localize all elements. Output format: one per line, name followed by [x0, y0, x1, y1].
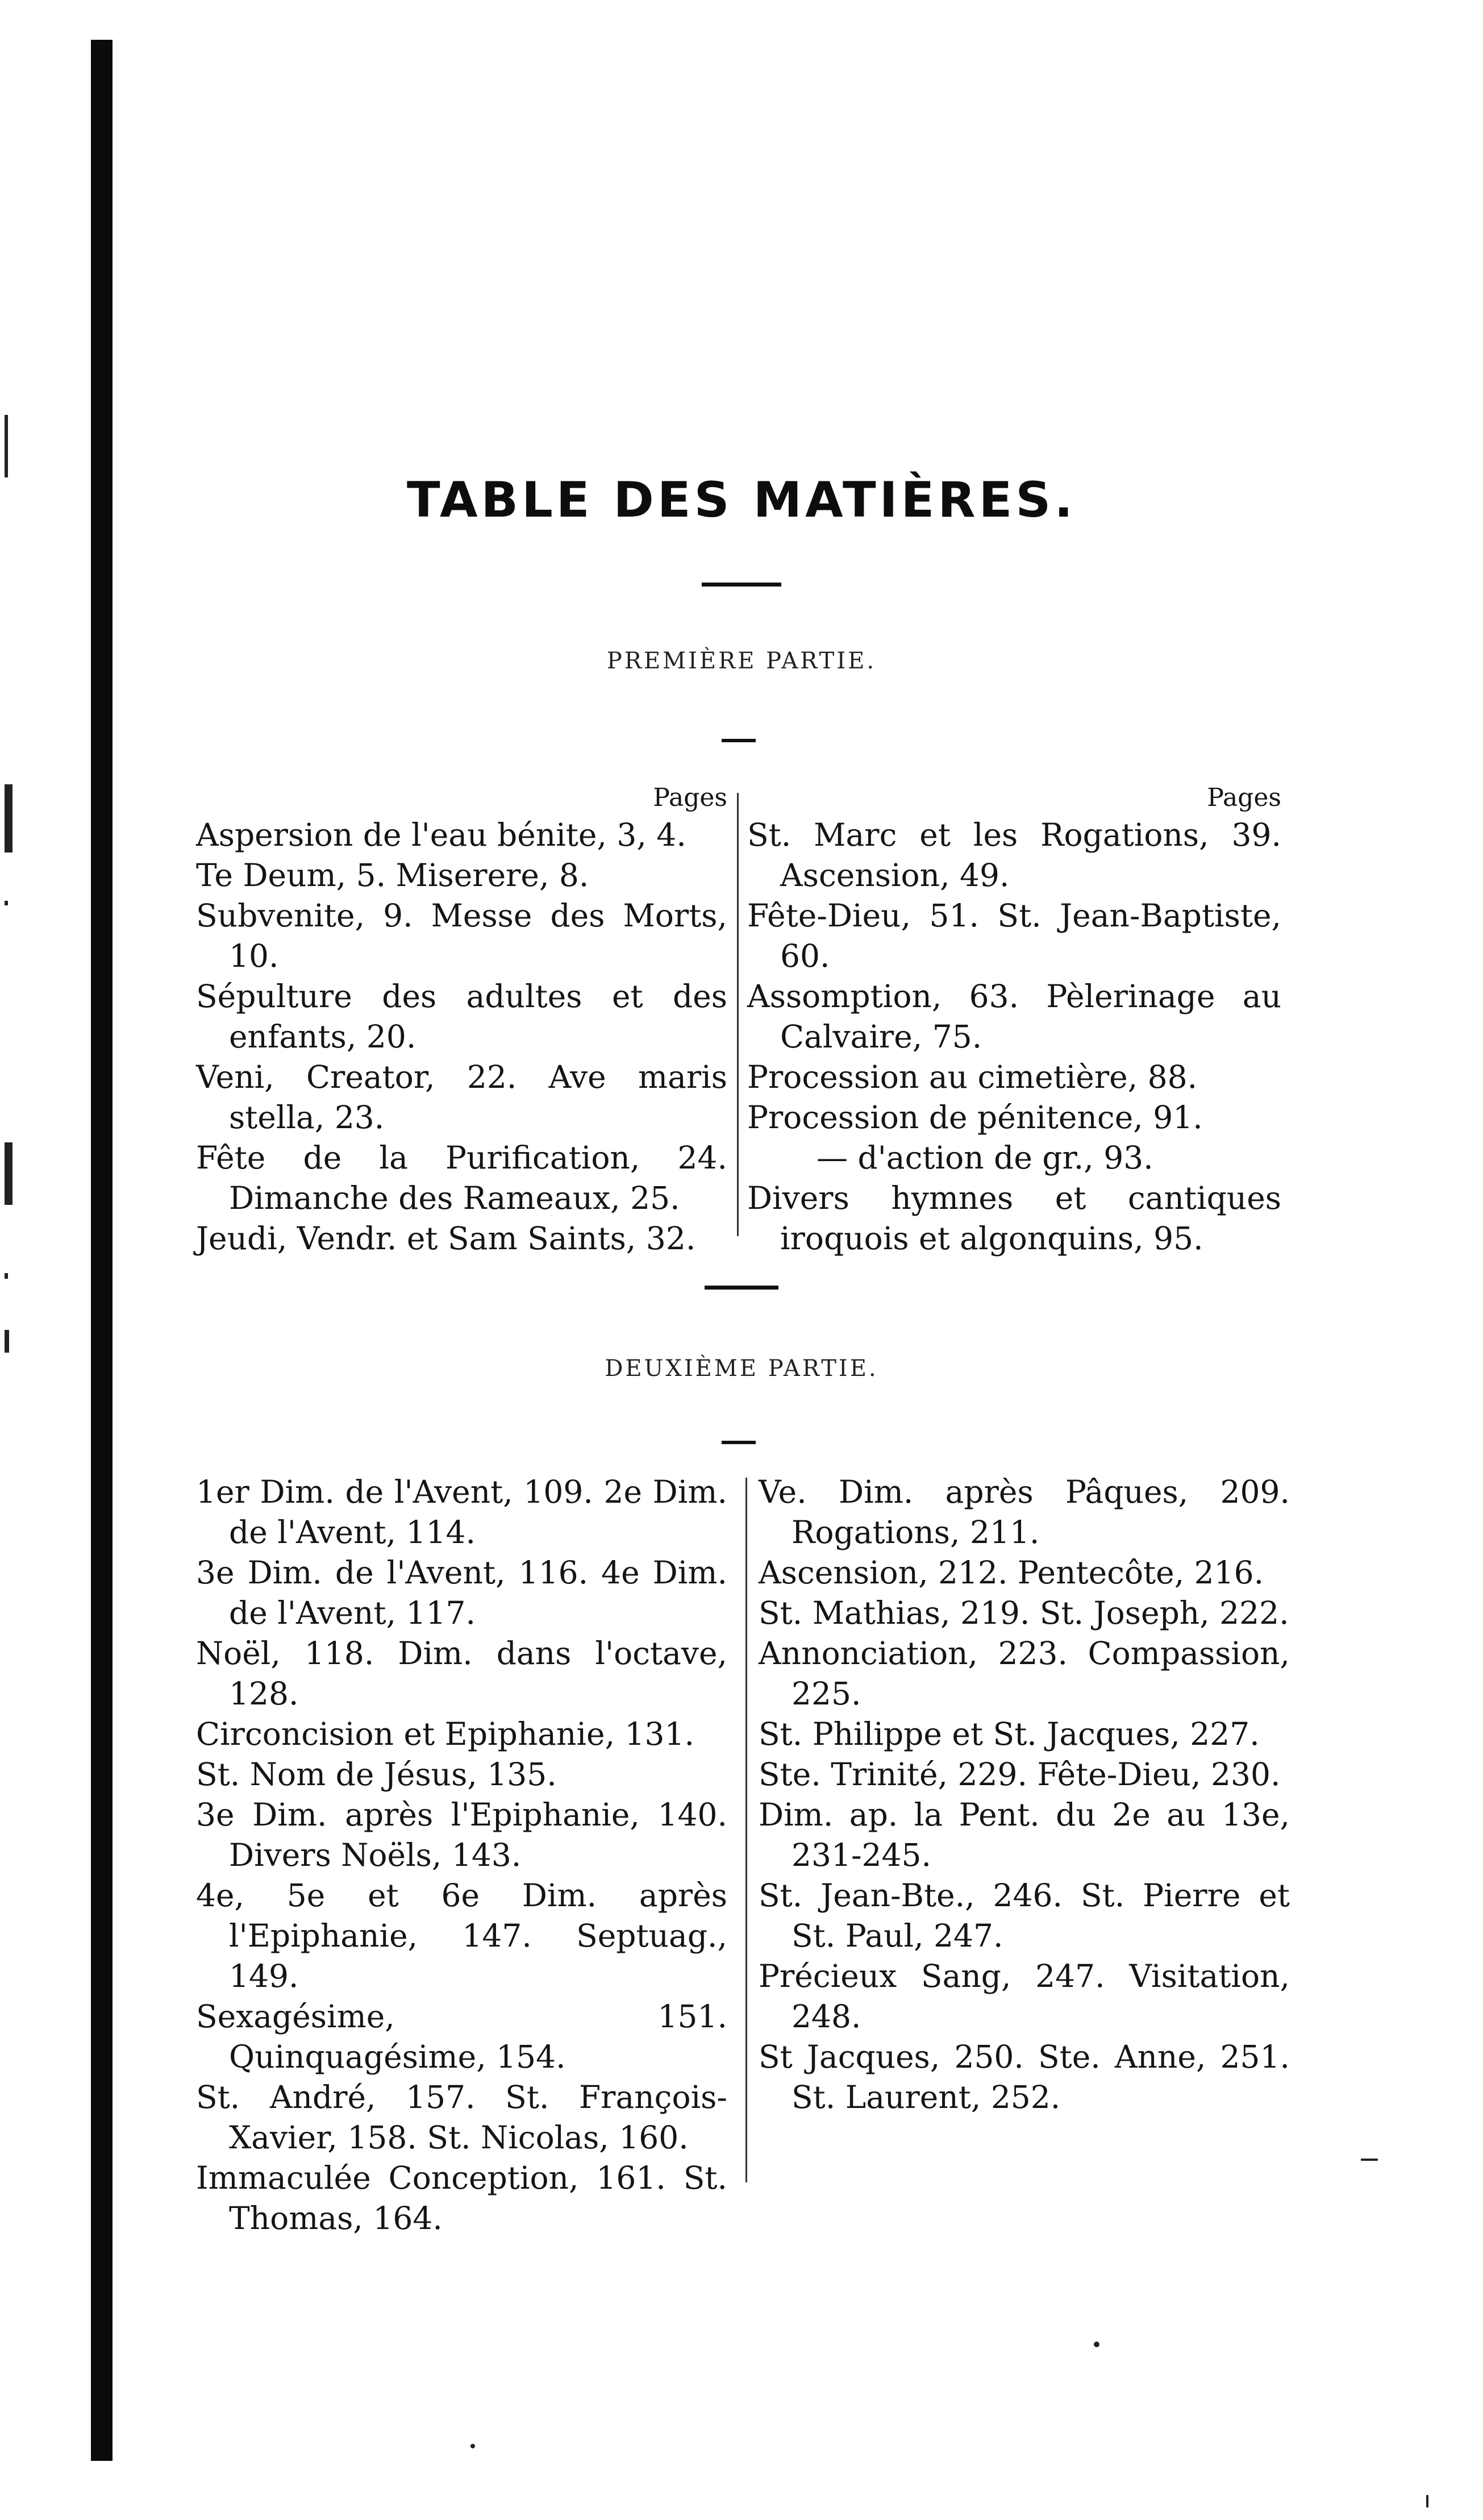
binding-shadow [91, 40, 113, 2461]
toc-entry: Ve. Dim. après Pâques, 209. Rogations, 211. [759, 1474, 1290, 1550]
toc-entry: Fête-Dieu, 51. St. Jean-Baptiste, 60. [747, 897, 1281, 974]
toc-entry: Jeudi, Vendr. et Sam Saints, 32. [196, 1220, 696, 1257]
pages-heading: Pages [653, 783, 727, 812]
toc-entry: Circoncision et Epiphanie, 131. [196, 1716, 695, 1752]
toc-entry: — d'action de gr., 93. [817, 1140, 1153, 1176]
toc-entry: 3e Dim. après l'Epiphanie, 140. Divers Noëls, 143. [196, 1797, 727, 1873]
scan-speck [1426, 2495, 1428, 2507]
part2-left-column [196, 1472, 727, 2239]
column-divider [737, 793, 739, 1236]
toc-entry: St. Jean-Bte., 246. St. Pierre et St. Paul, 247. [759, 1877, 1290, 1954]
title-rule [702, 583, 781, 587]
part1-left-column [196, 783, 727, 1259]
part1-right-column [747, 783, 1281, 1259]
column-divider [745, 1478, 747, 2182]
part2-label: DEUXIÈME PARTIE. [605, 1355, 878, 1382]
toc-entry: St Jacques, 250. Ste. Anne, 251. St. Laurent, 252. [759, 2039, 1290, 2115]
toc-entry: Te Deum, 5. Miserere, 8. [196, 857, 589, 893]
toc-entry: Aspersion de l'eau bénite, 3, 4. [196, 817, 686, 853]
toc-entry: St. Marc et les Rogations, 39. Ascension, 49. [747, 817, 1281, 893]
section-rule [705, 1286, 778, 1290]
scan-edge-marks [0, 0, 23, 2520]
scan-speck [470, 2444, 475, 2448]
part1-rule [722, 739, 756, 742]
toc-entry: Noël, 118. Dim. dans l'octave, 128. [196, 1635, 727, 1712]
toc-entry: Sépulture des adultes et des enfants, 20. [196, 978, 727, 1055]
toc-entry: Veni, Creator, 22. Ave maris stella, 23. [196, 1059, 727, 1136]
toc-entry: Annonciation, 223. Compassion, 225. [759, 1635, 1290, 1712]
toc-entry: St. Mathias, 219. St. Joseph, 222. [759, 1595, 1289, 1631]
scan-speck [1361, 2159, 1378, 2161]
toc-entry: St. Philippe et St. Jacques, 227. [759, 1716, 1260, 1752]
toc-entry: St. André, 157. St. François-Xavier, 158. St. Nicolas, 160. [196, 2079, 727, 2156]
toc-entry: Ascension, 212. Pentecôte, 216. [759, 1554, 1264, 1591]
toc-entry: Fête de la Purification, 24. Dimanche des Rameaux, 25. [196, 1140, 727, 1216]
toc-entry: Subvenite, 9. Messe des Morts, 10. [196, 897, 727, 974]
toc-entry: Divers hymnes et cantiques iroquois et algonquins, 95. [747, 1180, 1281, 1257]
toc-entry: Immaculée Conception, 161. St. Thomas, 164. [196, 2160, 727, 2236]
toc-entry: Ste. Trinité, 229. Fête-Dieu, 230. [759, 1756, 1281, 1793]
part1-label: PREMIÈRE PARTIE. [606, 648, 877, 674]
toc-entry: Assomption, 63. Pèlerinage au Calvaire, 75. [747, 978, 1281, 1055]
toc-entry: 3e Dim. de l'Avent, 116. 4e Dim. de l'Avent, 117. [196, 1554, 727, 1631]
toc-entry: Procession au cimetière, 88. [747, 1059, 1198, 1095]
page-title: TABLE DES MATIÈRES. [406, 472, 1077, 529]
toc-entry: Sexagésime, 151. Quinquagésime, 154. [196, 1998, 727, 2075]
part2-rule [722, 1441, 756, 1444]
toc-entry: 4e, 5e et 6e Dim. après l'Epiphanie, 147. Septuag., 149. [196, 1877, 727, 1994]
toc-entry: Précieux Sang, 247. Visitation, 248. [759, 1958, 1290, 2035]
toc-entry: Dim. ap. la Pent. du 2e au 13e, 231-245. [759, 1797, 1290, 1873]
toc-entry: Procession de pénitence, 91. [747, 1099, 1203, 1136]
scan-speck [1094, 2342, 1099, 2347]
part2-right-column [759, 1472, 1290, 2118]
toc-entry: 1er Dim. de l'Avent, 109. 2e Dim. de l'Avent, 114. [196, 1474, 727, 1550]
pages-heading: Pages [1207, 783, 1281, 812]
toc-entry: St. Nom de Jésus, 135. [196, 1756, 557, 1793]
